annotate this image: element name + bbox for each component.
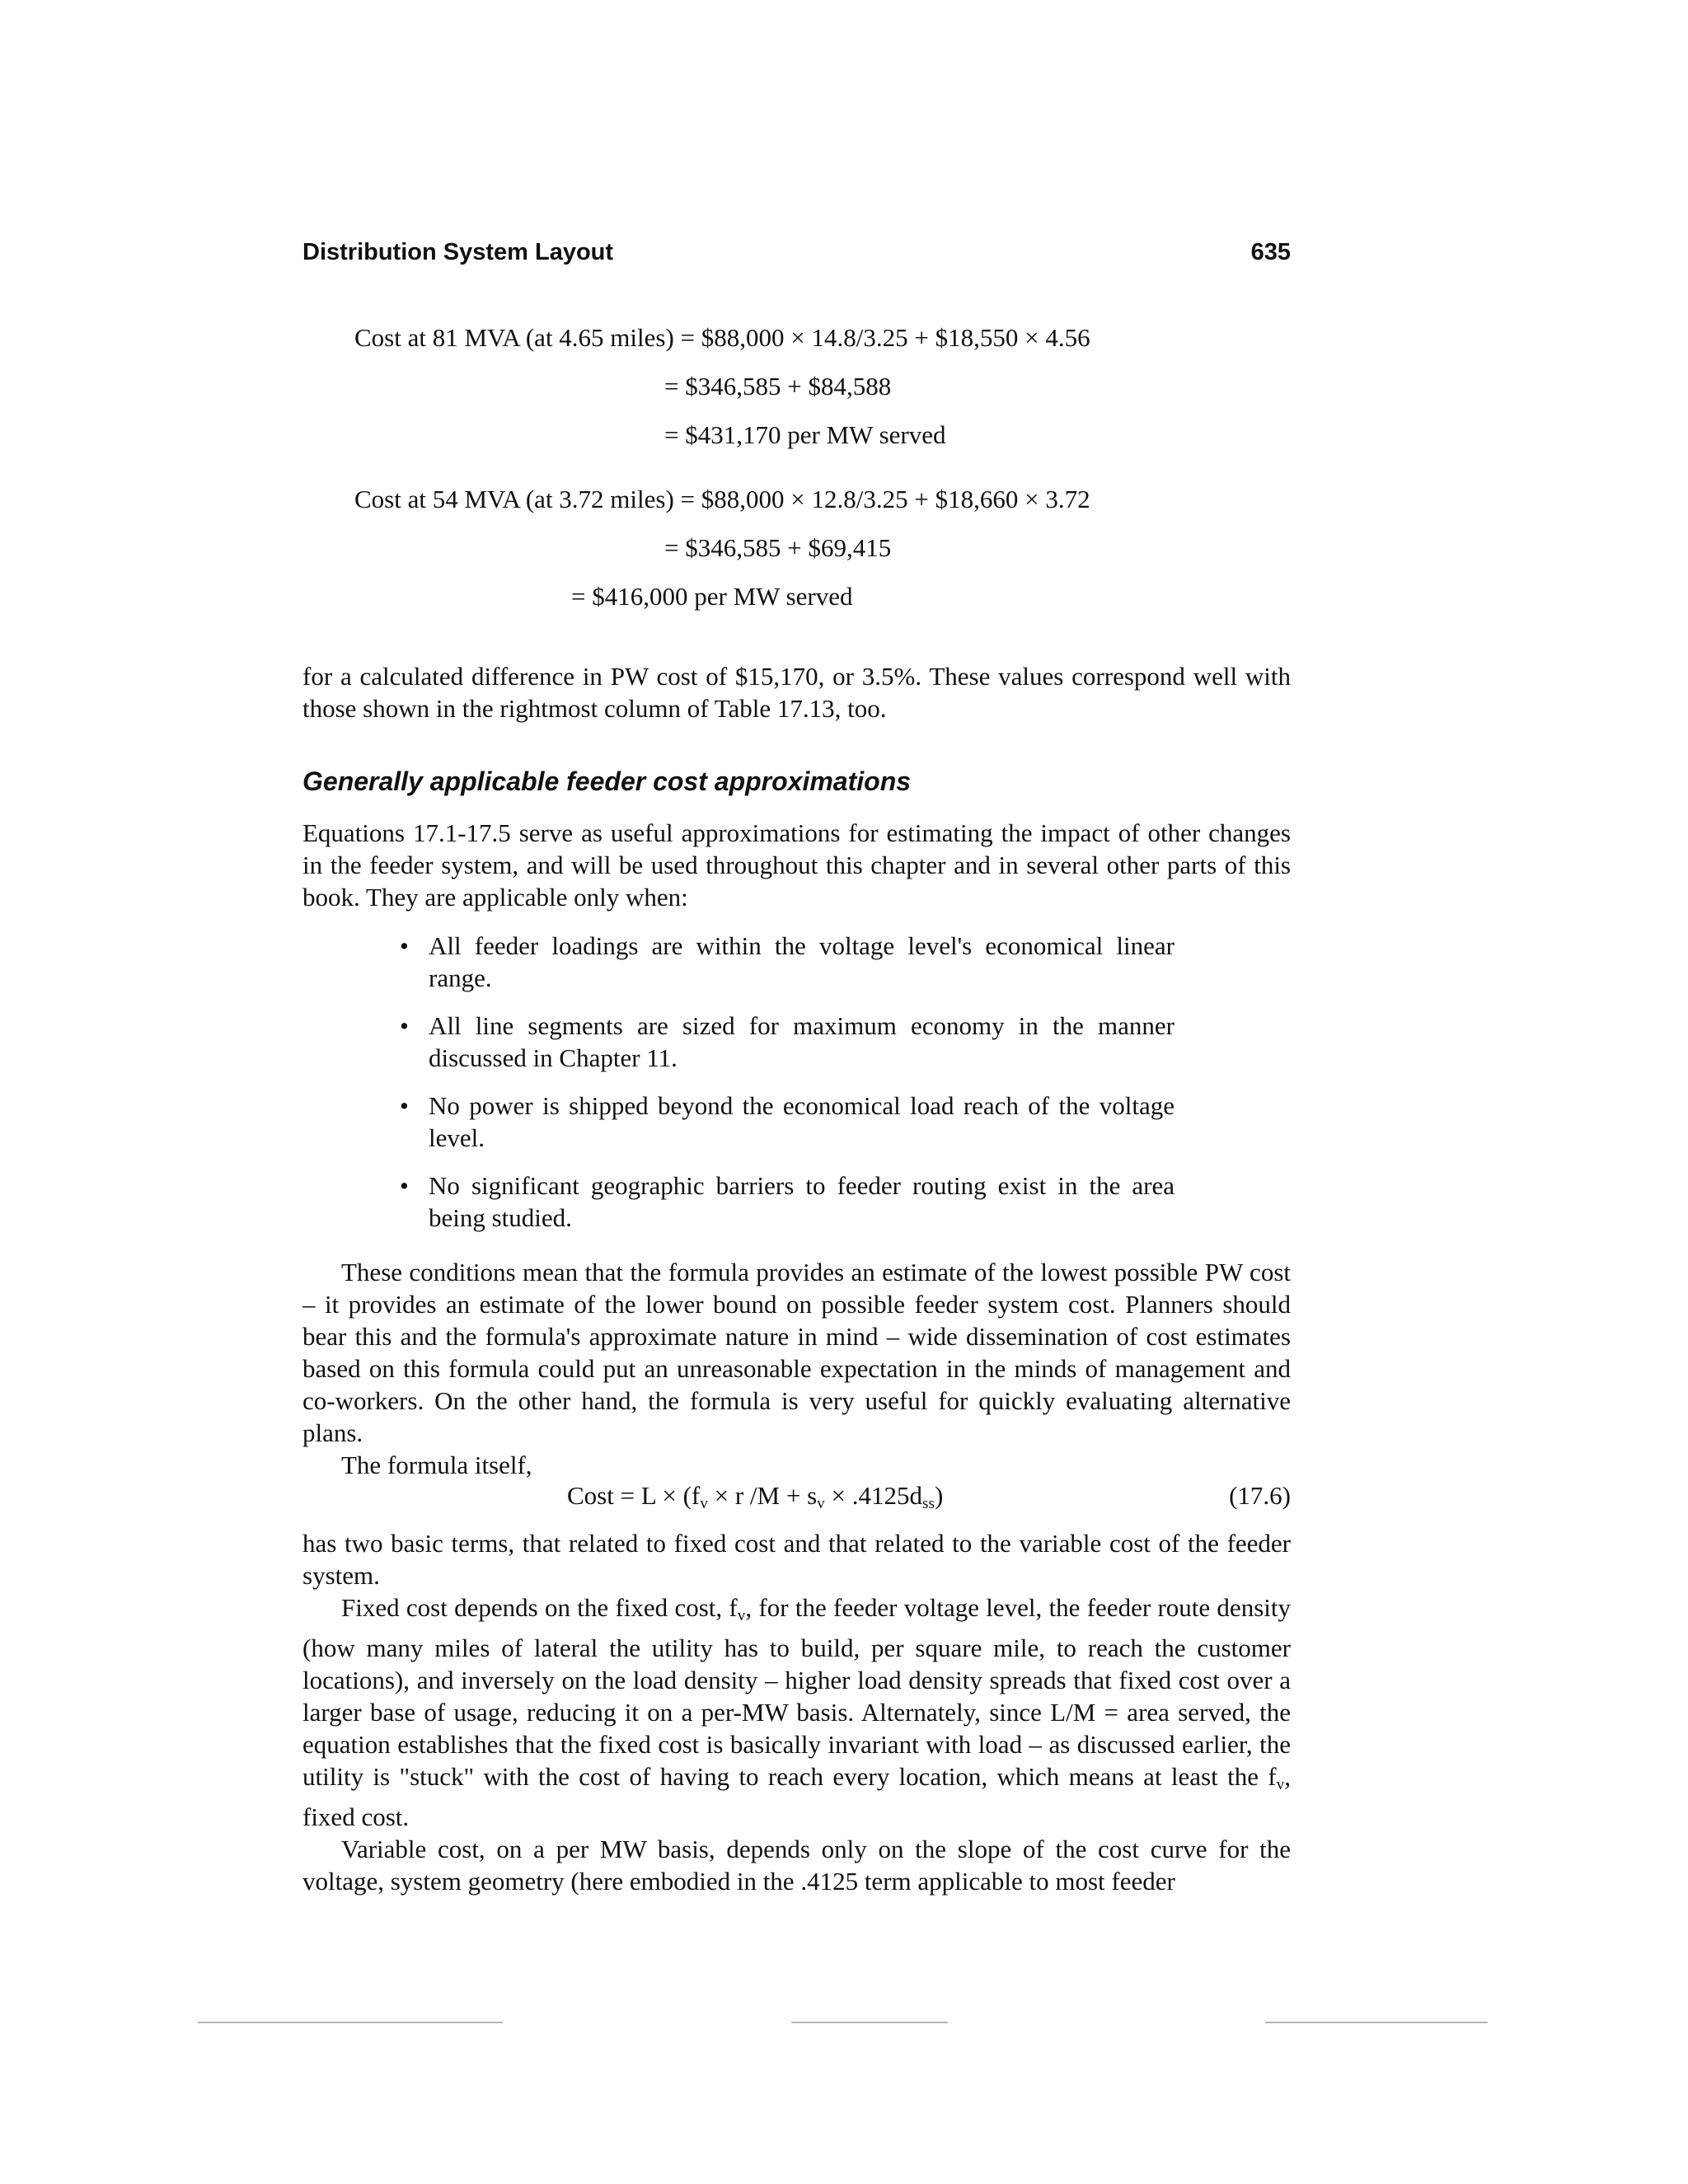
bullet-symbol: •: [400, 1171, 409, 1200]
paragraph-difference: [302, 660, 1291, 724]
list-item-text: No power is shipped beyond the economical load reach of the voltage level.: [429, 1091, 1175, 1152]
scan-mark: [198, 2022, 503, 2023]
equation-expression: Cost = $L \times (f_v \times r$ $/M + s_v \times .4125d_{ss}$): [567, 1481, 944, 1512]
paragraph-two-terms: has two basic terms, that related to fixed cost and that related to the variable cost of the feeder system.: [302, 1529, 1291, 1590]
bullet-symbol: •: [400, 1091, 409, 1120]
paragraph-fixed-cost: Fixed cost depends on the fixed cost, $f_v$, for the feeder voltage level, the feeder route density (how many miles of lateral the utility has to build, per square mile, to reach the customer locations), and inversely on the load density – higher load density spreads that fixed cost over a larger base of usage, reducing it on a per-MW basis. Alternately, since L/M = area served, the equation establishes that the fixed cost is basically invariant with load – as discussed earlier, the utility is "stuck" with the cost of having to reach every location, which means at least the $f_v$, fixed cost.: [302, 1593, 1291, 1831]
list-item: [400, 1169, 1175, 1234]
paragraph-formula-intro: The formula itself,: [341, 1451, 532, 1479]
calc-81mva-line2: = $346,585 + $84,588: [664, 372, 892, 401]
paragraph-difference-text: for a calculated difference in PW cost of $15,170, or 3.5%. These values correspond well with those shown in the rightmost column of Table 17.13, too.: [302, 662, 1291, 723]
paragraph-section-intro-text: Equations 17.1-17.5 serve as useful approximations for estimating the impact of other changes in the feeder system, and will be used throughout this chapter and in several other parts of this book. They are applicable only when:: [302, 818, 1291, 912]
paragraph-conditions: [302, 1256, 1291, 1481]
calc-54mva-line3: = $416,000 per MW served: [571, 582, 853, 611]
paragraph-variable-cost: Variable cost, on a per MW basis, depends only on the slope of the cost curve for the voltage, system geometry (here embodied in the .4125 term applicable to most feeder: [302, 1834, 1291, 1896]
list-item-text: No significant geographic barriers to feeder routing exist in the area being studied.: [429, 1171, 1175, 1232]
scan-mark: [1265, 2022, 1488, 2023]
section-heading: Generally applicable feeder cost approximations: [302, 766, 912, 796]
calc-54mva-line2: = $346,585 + $69,415: [664, 533, 892, 562]
calc-81mva-line1: Cost at 81 MVA (at 4.65 miles) = $88,000 × 14.8/3.25 + $18,550 × 4.56: [354, 323, 1090, 352]
list-item: [400, 1010, 1175, 1074]
equation-number: (17.6): [1229, 1481, 1291, 1510]
list-item: [400, 1090, 1175, 1154]
list-item: [400, 930, 1175, 994]
calc-81mva-line3: = $431,170 per MW served: [664, 420, 946, 449]
list-item-text: All feeder loadings are within the voltage level's economical linear range.: [429, 931, 1175, 992]
calc-54mva-line1: Cost at 54 MVA (at 3.72 miles) = $88,000 × 12.8/3.25 + $18,660 × 3.72: [354, 485, 1090, 513]
paragraph-conditions-text: These conditions mean that the formula provides an estimate of the lowest possible PW cost – it provides an estimate of the lower bound on possible feeder system cost. Planners should bear this and the formula's approximate nature in mind – wide dissemination of cost estimates based on this formula could put an unreasonable expectation in the minds of management and co-workers. On the other hand, the formula is very useful for quickly evaluating alternative plans.: [302, 1258, 1291, 1447]
conditions-list: [400, 930, 1175, 1249]
bullet-symbol: •: [400, 931, 409, 960]
paragraph-section-intro: [302, 817, 1291, 913]
scan-mark: [791, 2022, 948, 2023]
list-item-text: All line segments are sized for maximum economy in the manner discussed in Chapter 11.: [429, 1011, 1175, 1072]
bullet-symbol: •: [400, 1011, 409, 1040]
paragraph-block-terms: [302, 1527, 1291, 1897]
equation-17-6: [302, 1481, 1291, 1514]
running-header-title: Distribution System Layout: [302, 239, 614, 265]
page-number: 635: [1250, 239, 1291, 265]
